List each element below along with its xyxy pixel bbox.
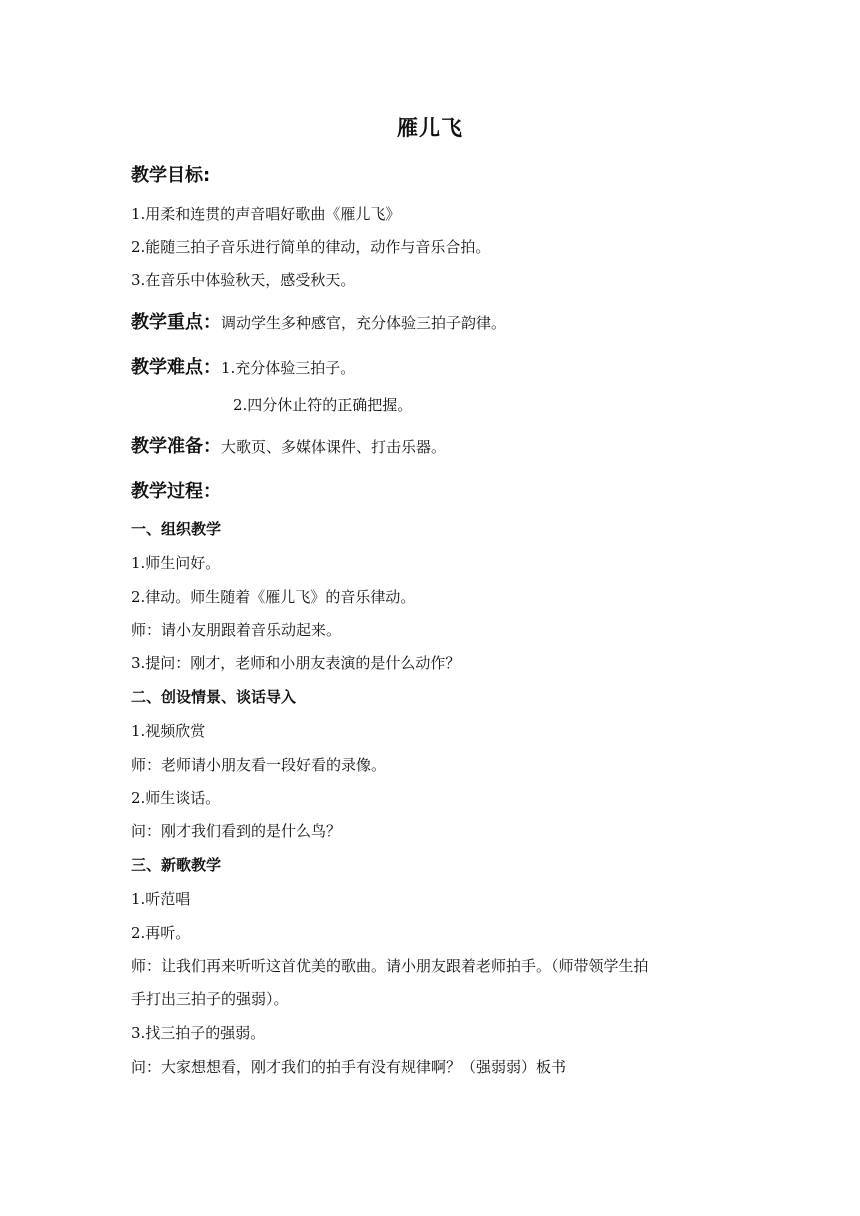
body-line: 2.再听。 xyxy=(131,924,191,942)
process-heading: 教学过程： xyxy=(131,481,221,502)
body-line: 师：请小友朋跟着音乐动起来。 xyxy=(131,621,342,639)
body-line: 手打出三拍子的强弱）。 xyxy=(131,990,289,1008)
body-line: 问：刚才我们看到的是什么鸟？ xyxy=(131,822,342,840)
body-line: 2.师生谈话。 xyxy=(131,789,221,807)
key-points-text: 调动学生多种感官，充分体验三拍子韵律。 xyxy=(221,314,507,332)
preparation-text: 大歌页、多媒体课件、打击乐器。 xyxy=(221,438,447,456)
body-line: 1.视频欣赏 xyxy=(131,722,206,740)
part3-heading: 三、新歌教学 xyxy=(131,856,222,874)
objective-item: 1.用柔和连贯的声音唱好歌曲《雁儿飞》 xyxy=(131,205,401,223)
body-line: 3.找三拍子的强弱。 xyxy=(131,1024,266,1042)
difficulties-heading: 教学难点： xyxy=(131,357,221,378)
body-line: 3.提问：刚才，老师和小朋友表演的是什么动作？ xyxy=(131,654,461,672)
difficulty-item: 1.充分体验三拍子。 xyxy=(221,359,356,377)
document-title: 雁儿飞 xyxy=(397,116,463,140)
body-line: 1.师生问好。 xyxy=(131,554,221,572)
preparation-heading: 教学准备： xyxy=(131,436,221,457)
difficulty-item: 2.四分休止符的正确把握。 xyxy=(233,396,413,414)
key-points-heading: 教学重点： xyxy=(131,312,221,333)
part1-heading: 一、组织教学 xyxy=(131,520,222,538)
objective-item: 2.能随三拍子音乐进行简单的律动，动作与音乐合拍。 xyxy=(131,238,491,256)
part2-heading: 二、创设情景、谈话导入 xyxy=(131,688,297,706)
objective-item: 3.在音乐中体验秋天，感受秋天。 xyxy=(131,271,356,289)
body-line: 问：大家想想看，刚才我们的拍手有没有规律啊？（强弱弱）板书 xyxy=(131,1058,567,1076)
objectives-heading: 教学目标: xyxy=(131,165,211,186)
preparation-section xyxy=(131,432,446,458)
body-line: 2.律动。师生随着《雁儿飞》的音乐律动。 xyxy=(131,588,416,606)
body-line: 1.听范唱 xyxy=(131,890,191,908)
body-line: 师：老师请小朋友看一段好看的录像。 xyxy=(131,756,387,774)
body-line: 师：让我们再来听听这首优美的歌曲。请小朋友跟着老师拍手。（师带领学生拍 xyxy=(131,957,649,975)
key-points-section xyxy=(131,308,506,334)
difficulties-section xyxy=(131,353,355,379)
